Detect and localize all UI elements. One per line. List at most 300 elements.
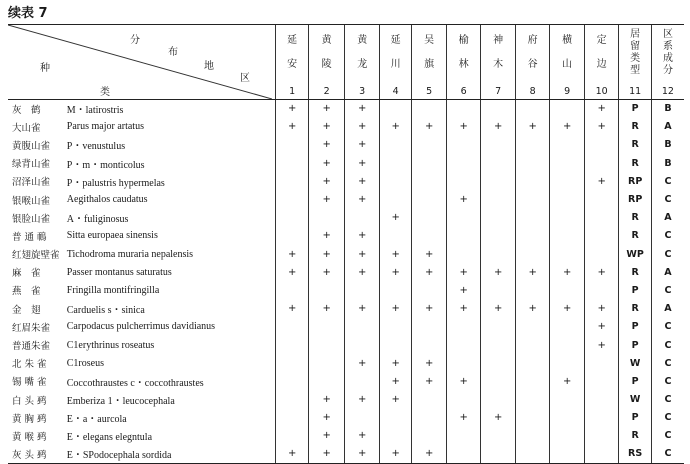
presence-mark-region-8	[515, 372, 550, 390]
presence-mark-region-9: +	[550, 118, 585, 136]
column-header-number: 2	[323, 86, 330, 97]
presence-mark-region-1: +	[276, 263, 308, 281]
presence-mark-region-4: +	[379, 300, 411, 318]
presence-mark-region-3: +	[345, 300, 380, 318]
presence-mark-region-10: +	[584, 172, 619, 190]
column-header-6	[446, 25, 481, 100]
fauna-component: A	[651, 263, 684, 281]
column-header-1	[276, 25, 308, 100]
presence-mark-region-3	[345, 209, 380, 227]
column-header-name: 府 谷	[527, 35, 538, 70]
presence-mark-region-2: +	[308, 154, 345, 172]
presence-mark-region-5	[412, 209, 447, 227]
presence-mark-region-10: +	[584, 300, 619, 318]
presence-mark-region-9	[550, 209, 585, 227]
presence-mark-region-2: +	[308, 190, 345, 208]
presence-mark-region-10: +	[584, 118, 619, 136]
presence-mark-region-5	[412, 136, 447, 154]
presence-mark-region-8	[515, 209, 550, 227]
presence-mark-region-8	[515, 136, 550, 154]
species-chinese-name: 燕 雀	[12, 286, 41, 298]
presence-mark-region-10	[584, 245, 619, 263]
table-row	[8, 263, 684, 281]
presence-mark-region-10: +	[584, 263, 619, 281]
presence-mark-region-5: +	[412, 300, 447, 318]
presence-mark-region-10	[584, 190, 619, 208]
residence-type: P	[619, 409, 651, 427]
residence-type: R	[619, 263, 651, 281]
presence-mark-region-8	[515, 245, 550, 263]
presence-mark-region-9	[550, 427, 585, 445]
presence-mark-region-7: +	[481, 409, 516, 427]
residence-type: P	[619, 318, 651, 336]
species-chinese-name: 灰 头 鹀	[8, 445, 61, 463]
presence-mark-region-4	[379, 136, 411, 154]
table-row	[8, 409, 684, 427]
presence-mark-region-1	[276, 372, 308, 390]
column-header-7	[481, 25, 516, 100]
presence-mark-region-4	[379, 427, 411, 445]
column-header-10	[584, 25, 619, 100]
presence-mark-region-1: +	[276, 245, 308, 263]
presence-mark-region-5: +	[412, 354, 447, 372]
presence-mark-region-3	[345, 318, 380, 336]
table-row	[8, 190, 684, 208]
residence-type: RS	[619, 445, 651, 463]
presence-mark-region-10	[584, 409, 619, 427]
presence-mark-region-4	[379, 172, 411, 190]
presence-mark-region-2	[308, 372, 345, 390]
presence-mark-region-6	[446, 427, 481, 445]
presence-mark-region-7	[481, 354, 516, 372]
presence-mark-region-9	[550, 190, 585, 208]
species-scientific-name: Parus major artatus	[66, 121, 144, 133]
column-header-name: 榆 林	[458, 35, 469, 70]
species-scientific-name: A・fuliginosus	[66, 214, 129, 226]
header-label-zhong: 种	[40, 63, 50, 74]
presence-mark-region-7	[481, 154, 516, 172]
presence-mark-region-2: +	[308, 445, 345, 463]
presence-mark-region-8	[515, 281, 550, 299]
presence-mark-region-4	[379, 227, 411, 245]
column-header-5	[412, 25, 447, 100]
column-header-number: 1	[289, 86, 296, 97]
presence-mark-region-9	[550, 318, 585, 336]
column-header-name: 定 边	[596, 35, 607, 70]
column-header-name: 延 川	[390, 35, 401, 70]
presence-mark-region-1	[276, 336, 308, 354]
presence-mark-region-5	[412, 391, 447, 409]
presence-mark-region-1	[276, 318, 308, 336]
column-header-number: 11	[629, 86, 642, 97]
species-scientific-name: Carduelis s・sinica	[66, 305, 145, 317]
residence-type: RP	[619, 190, 651, 208]
fauna-component: B	[651, 100, 684, 118]
presence-mark-region-3: +	[345, 100, 380, 118]
presence-mark-region-2	[308, 336, 345, 354]
presence-mark-region-7	[481, 281, 516, 299]
presence-mark-region-6	[446, 172, 481, 190]
presence-mark-region-8: +	[515, 263, 550, 281]
presence-mark-region-4	[379, 336, 411, 354]
presence-mark-region-6	[446, 391, 481, 409]
residence-type: WP	[619, 245, 651, 263]
table-row	[8, 172, 684, 190]
presence-mark-region-9	[550, 136, 585, 154]
presence-mark-region-1	[276, 427, 308, 445]
presence-mark-region-5	[412, 227, 447, 245]
presence-mark-region-4: +	[379, 263, 411, 281]
fauna-component: C	[651, 245, 684, 263]
residence-type: R	[619, 118, 651, 136]
presence-mark-region-2: +	[308, 409, 345, 427]
presence-mark-region-5	[412, 427, 447, 445]
species-chinese-name: 红眉朱雀	[12, 322, 51, 334]
column-header-number: 12	[661, 86, 674, 97]
table-caption: 续表 7	[8, 6, 48, 21]
species-chinese-name: 麻 雀	[12, 268, 41, 280]
presence-mark-region-8: +	[515, 118, 550, 136]
column-header-number: 6	[460, 86, 467, 97]
presence-mark-region-10	[584, 136, 619, 154]
header-label-lei: 类	[100, 87, 110, 98]
table-row	[8, 300, 684, 318]
table-row	[8, 136, 684, 154]
column-header-11	[619, 25, 651, 100]
presence-mark-region-9	[550, 336, 585, 354]
species-scientific-name: P・m・monticolus	[66, 159, 145, 171]
column-header-4	[379, 25, 411, 100]
species-chinese-name: 红翅旋壁雀	[12, 250, 60, 262]
presence-mark-region-3: +	[345, 445, 380, 463]
presence-mark-region-6: +	[446, 263, 481, 281]
presence-mark-region-10	[584, 154, 619, 172]
presence-mark-region-1	[276, 190, 308, 208]
presence-mark-region-6	[446, 227, 481, 245]
table-row	[8, 227, 684, 245]
presence-mark-region-7	[481, 318, 516, 336]
species-scientific-name: Tichodroma muraria nepalensis	[66, 248, 194, 260]
residence-type: P	[619, 336, 651, 354]
presence-mark-region-5: +	[412, 118, 447, 136]
presence-mark-region-7: +	[481, 263, 516, 281]
column-header-name: 神 木	[493, 35, 504, 70]
presence-mark-region-9: +	[550, 372, 585, 390]
presence-mark-region-7	[481, 336, 516, 354]
presence-mark-region-6: +	[446, 118, 481, 136]
table-row	[8, 100, 684, 118]
presence-mark-region-2: +	[308, 391, 345, 409]
presence-mark-region-1	[276, 136, 308, 154]
presence-mark-region-9	[550, 154, 585, 172]
table-row	[8, 354, 684, 372]
presence-mark-region-3: +	[345, 263, 380, 281]
presence-mark-region-7	[481, 372, 516, 390]
species-scientific-name: Fringilla montifringilla	[66, 284, 160, 296]
fauna-component: C	[651, 172, 684, 190]
species-scientific-name: Carpodacus pulcherrimus davidianus	[66, 321, 216, 333]
presence-mark-region-3: +	[345, 190, 380, 208]
species-scientific-name: E・SPodocephala sordida	[61, 445, 276, 463]
presence-mark-region-2: +	[308, 263, 345, 281]
presence-mark-region-10	[584, 209, 619, 227]
fauna-component: C	[651, 227, 684, 245]
fauna-component: A	[651, 118, 684, 136]
residence-type: R	[619, 427, 651, 445]
presence-mark-region-9	[550, 354, 585, 372]
presence-mark-region-8	[515, 354, 550, 372]
presence-mark-region-9	[550, 281, 585, 299]
species-chinese-name: 北 朱 雀	[12, 359, 47, 371]
species-chinese-name: 锡 嘴 雀	[12, 377, 47, 389]
fauna-component: C	[651, 281, 684, 299]
header-label-fen: 分	[130, 35, 140, 46]
presence-mark-region-8	[515, 409, 550, 427]
presence-mark-region-7: +	[481, 118, 516, 136]
presence-mark-region-5: +	[412, 245, 447, 263]
presence-mark-region-3: +	[345, 154, 380, 172]
presence-mark-region-4: +	[379, 372, 411, 390]
species-chinese-name: 灰 鹤	[12, 104, 41, 116]
column-header-name: 居 留 类 型	[630, 29, 641, 76]
fauna-component: B	[651, 154, 684, 172]
fauna-component: C	[651, 318, 684, 336]
presence-mark-region-1	[276, 209, 308, 227]
species-chinese-name: 绿背山雀	[12, 159, 51, 171]
presence-mark-region-8	[515, 227, 550, 245]
fauna-component: C	[651, 427, 684, 445]
species-scientific-name: C1roseus	[66, 357, 104, 369]
presence-mark-region-4: +	[379, 118, 411, 136]
residence-type: P	[619, 100, 651, 118]
presence-mark-region-2: +	[308, 100, 345, 118]
column-header-number: 5	[426, 86, 433, 97]
presence-mark-region-6: +	[446, 300, 481, 318]
presence-mark-region-2: +	[308, 427, 345, 445]
presence-mark-region-8	[515, 427, 550, 445]
column-header-number: 9	[564, 86, 571, 97]
table-row	[8, 154, 684, 172]
presence-mark-region-10: +	[584, 100, 619, 118]
presence-mark-region-8	[515, 190, 550, 208]
presence-mark-region-10	[584, 281, 619, 299]
presence-mark-region-9	[550, 100, 585, 118]
presence-mark-region-3: +	[345, 136, 380, 154]
column-header-9	[550, 25, 585, 100]
residence-type: R	[619, 209, 651, 227]
presence-mark-region-6	[446, 136, 481, 154]
species-chinese-name: 银脸山雀	[12, 213, 51, 225]
presence-mark-region-3: +	[345, 227, 380, 245]
species-distribution-table	[8, 24, 684, 462]
presence-mark-region-1	[276, 391, 308, 409]
table-row	[8, 372, 684, 390]
species-scientific-name: Coccothraustes c・coccothraustes	[66, 377, 204, 389]
presence-mark-region-2	[308, 318, 345, 336]
species-chinese-name: 黄 喉 鹀	[12, 431, 47, 443]
species-chinese-name: 普 通 鳾	[12, 231, 47, 243]
table-row	[8, 427, 684, 445]
species-chinese-name: 白 头 鹀	[12, 395, 47, 407]
presence-mark-region-9: +	[550, 263, 585, 281]
species-scientific-name: P・palustris hypermelas	[66, 177, 165, 189]
presence-mark-region-9	[550, 391, 585, 409]
presence-mark-region-6	[446, 209, 481, 227]
presence-mark-region-3: +	[345, 391, 380, 409]
presence-mark-region-5	[412, 172, 447, 190]
column-header-name: 黄 龙	[357, 35, 368, 70]
diagonal-header-cell	[8, 25, 276, 100]
presence-mark-region-3: +	[345, 118, 380, 136]
presence-mark-region-5: +	[412, 372, 447, 390]
column-header-2	[308, 25, 345, 100]
residence-type: W	[619, 391, 651, 409]
presence-mark-region-7	[481, 427, 516, 445]
presence-mark-region-4: +	[379, 391, 411, 409]
presence-mark-region-1: +	[276, 445, 308, 463]
presence-mark-region-7	[481, 245, 516, 263]
presence-mark-region-10: +	[584, 318, 619, 336]
presence-mark-region-3	[345, 336, 380, 354]
table-row	[8, 118, 684, 136]
presence-mark-region-5	[412, 100, 447, 118]
presence-mark-region-4: +	[379, 209, 411, 227]
fauna-component: C	[651, 372, 684, 390]
presence-mark-region-5	[412, 281, 447, 299]
presence-mark-region-1: +	[276, 100, 308, 118]
column-header-name: 吴 旗	[424, 35, 435, 70]
species-scientific-name: E・elegans elegntula	[66, 432, 153, 444]
column-header-name: 区 系 成 分	[662, 29, 673, 76]
presence-mark-region-3	[345, 372, 380, 390]
species-chinese-name: 大山雀	[12, 122, 41, 134]
presence-mark-region-3: +	[345, 245, 380, 263]
presence-mark-region-7	[481, 209, 516, 227]
presence-mark-region-5	[412, 409, 447, 427]
presence-mark-region-5: +	[412, 445, 447, 463]
presence-mark-region-10	[584, 227, 619, 245]
fauna-component: C	[651, 354, 684, 372]
presence-mark-region-6: +	[446, 409, 481, 427]
presence-mark-region-2	[308, 354, 345, 372]
presence-mark-region-5	[412, 190, 447, 208]
presence-mark-region-4: +	[379, 245, 411, 263]
presence-mark-region-6	[446, 354, 481, 372]
table-row	[8, 281, 684, 299]
fauna-component: C	[651, 336, 684, 354]
column-header-12	[651, 25, 684, 100]
residence-type: R	[619, 227, 651, 245]
fauna-component: C	[651, 190, 684, 208]
presence-mark-region-1	[276, 409, 308, 427]
presence-mark-region-2	[308, 281, 345, 299]
presence-mark-region-9: +	[550, 300, 585, 318]
presence-mark-region-5	[412, 154, 447, 172]
presence-mark-region-1	[276, 281, 308, 299]
presence-mark-region-6: +	[446, 190, 481, 208]
species-scientific-name: Passer montanus saturatus	[66, 266, 172, 278]
presence-mark-region-9	[550, 172, 585, 190]
presence-mark-region-8	[515, 318, 550, 336]
presence-mark-region-2: +	[308, 300, 345, 318]
presence-mark-region-4	[379, 154, 411, 172]
presence-mark-region-6: +	[446, 372, 481, 390]
presence-mark-region-10	[584, 427, 619, 445]
table-row	[8, 336, 684, 354]
presence-mark-region-8	[515, 391, 550, 409]
species-scientific-name: Sitta europaea sinensis	[66, 230, 158, 242]
column-header-number: 7	[495, 86, 502, 97]
presence-mark-region-4	[379, 409, 411, 427]
residence-type: P	[619, 281, 651, 299]
presence-mark-region-6	[446, 154, 481, 172]
presence-mark-region-4	[379, 190, 411, 208]
presence-mark-region-2: +	[308, 227, 345, 245]
presence-mark-region-9	[550, 245, 585, 263]
residence-type: W	[619, 354, 651, 372]
presence-mark-region-8: +	[515, 300, 550, 318]
fauna-component: C	[651, 445, 684, 463]
column-header-number: 8	[529, 86, 536, 97]
residence-type: R	[619, 300, 651, 318]
column-header-8	[515, 25, 550, 100]
header-label-bu: 布	[168, 47, 178, 58]
presence-mark-region-8	[515, 336, 550, 354]
presence-mark-region-1	[276, 172, 308, 190]
presence-mark-region-1	[276, 227, 308, 245]
presence-mark-region-3	[345, 281, 380, 299]
presence-mark-region-6	[446, 100, 481, 118]
presence-mark-region-7	[481, 100, 516, 118]
presence-mark-region-2: +	[308, 136, 345, 154]
species-chinese-name: 银喉山雀	[12, 195, 51, 207]
species-scientific-name: Emberiza 1・leucocephala	[66, 396, 175, 408]
fauna-component: B	[651, 136, 684, 154]
fauna-component: C	[651, 391, 684, 409]
presence-mark-region-4: +	[379, 445, 411, 463]
presence-mark-region-6	[446, 245, 481, 263]
species-chinese-name: 沼泽山雀	[12, 177, 51, 189]
presence-mark-region-7	[481, 190, 516, 208]
species-chinese-name: 黄腹山雀	[12, 140, 51, 152]
presence-mark-region-10: +	[584, 336, 619, 354]
presence-mark-region-7	[481, 227, 516, 245]
presence-mark-region-7	[481, 136, 516, 154]
presence-mark-region-8	[515, 154, 550, 172]
column-header-number: 10	[595, 86, 608, 97]
fauna-component: A	[651, 300, 684, 318]
presence-mark-region-2	[308, 209, 345, 227]
species-scientific-name: C1erythrinus roseatus	[66, 339, 155, 351]
header-label-qu: 区	[240, 73, 250, 84]
residence-type: R	[619, 154, 651, 172]
column-header-name: 延 安	[287, 35, 298, 70]
residence-type: P	[619, 372, 651, 390]
presence-mark-region-9	[550, 409, 585, 427]
column-header-3	[345, 25, 380, 100]
presence-mark-region-4	[379, 318, 411, 336]
column-header-name: 横 山	[562, 35, 573, 70]
presence-mark-region-3: +	[345, 354, 380, 372]
species-chinese-name: 金 翅	[12, 304, 41, 316]
presence-mark-region-2: +	[308, 172, 345, 190]
header-label-di: 地	[204, 61, 214, 72]
species-scientific-name: M・latirostris	[66, 105, 124, 117]
presence-mark-region-4	[379, 281, 411, 299]
presence-mark-region-6: +	[446, 281, 481, 299]
presence-mark-region-3: +	[345, 172, 380, 190]
presence-mark-region-4	[379, 100, 411, 118]
